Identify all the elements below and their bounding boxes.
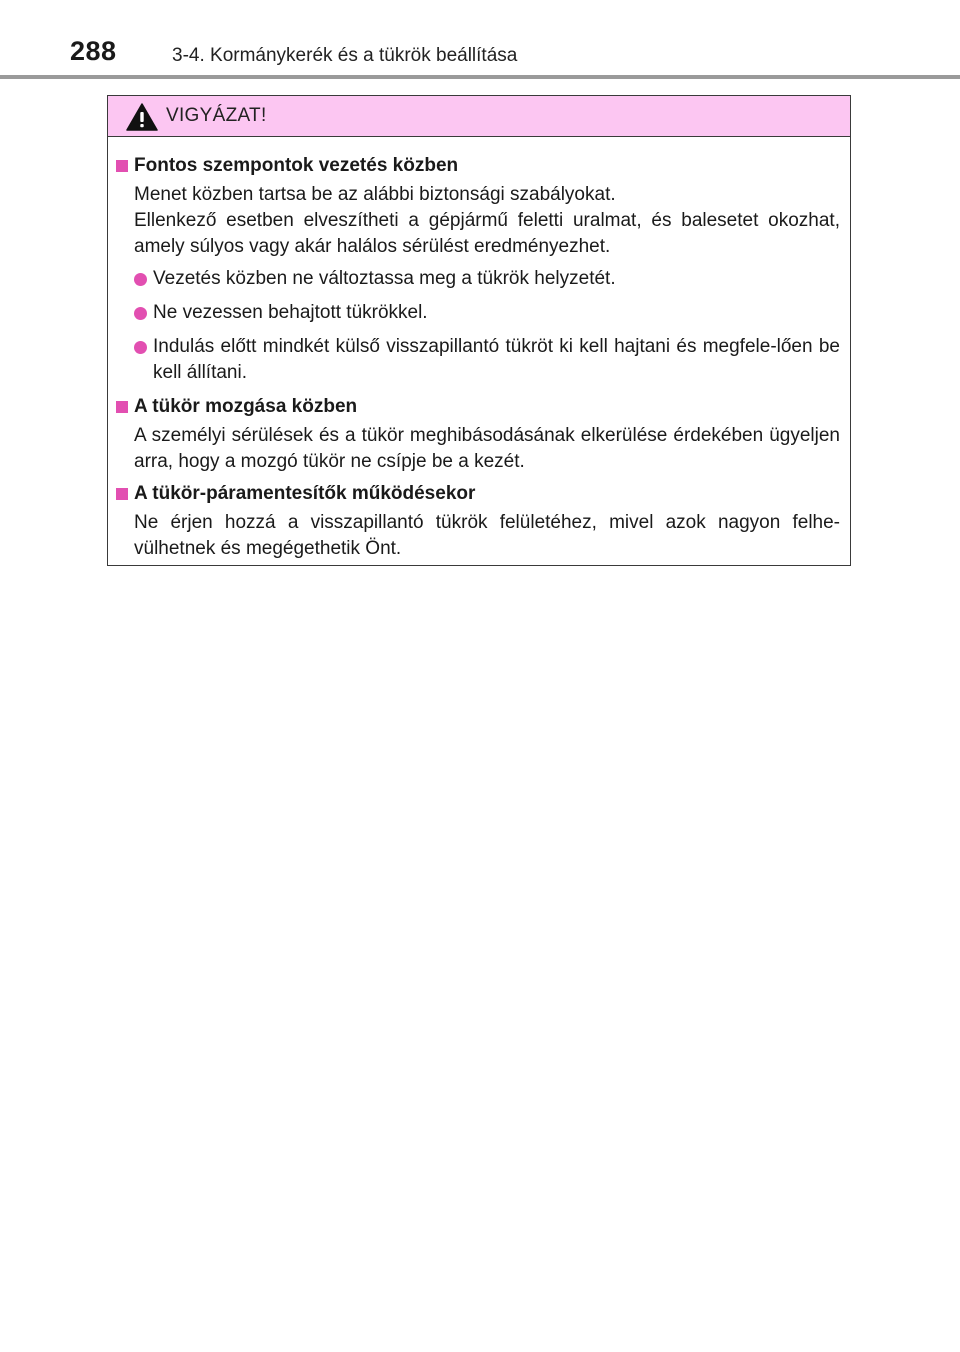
section-heading	[116, 394, 840, 420]
section-heading	[116, 153, 840, 179]
section-heading-text: A tükör mozgása közben	[134, 396, 358, 417]
bullet-list	[134, 266, 840, 386]
caution-box	[107, 95, 851, 566]
square-bullet-icon	[116, 160, 128, 172]
section-mirror-moving	[116, 394, 840, 475]
list-item	[134, 334, 840, 386]
dot-bullet-icon	[134, 341, 147, 354]
paragraph: Ellenkező esetben elveszítheti a gépjármű feletti uralmat, és balesetet okozhat, amely súlyos vagy akár halálos sérülést eredményezhet.	[134, 210, 840, 257]
caution-body	[108, 137, 850, 562]
list-item-text: Ne vezessen behajtott tükrökkel.	[153, 302, 428, 323]
paragraph: A személyi sérülések és a tükör meghibásodásának elkerülése érdekében ügyeljen arra, hogy a mozgó tükör ne csípje be a kezét.	[134, 425, 840, 472]
list-item	[134, 266, 840, 292]
list-item-text: Indulás előtt mindkét külső visszapillantó tükröt ki kell hajtani és megfele-lően be kell állítani.	[153, 336, 840, 383]
paragraph: Menet közben tartsa be az alábbi biztonsági szabályokat.	[134, 184, 616, 205]
square-bullet-icon	[116, 401, 128, 413]
dot-bullet-icon	[134, 273, 147, 286]
section-mirror-defogger	[116, 481, 840, 562]
section-heading-text: Fontos szempontok vezetés közben	[134, 155, 459, 176]
section-heading-text: A tükör-páramentesítők működésekor	[134, 483, 476, 504]
section-driving	[116, 153, 840, 386]
dot-bullet-icon	[134, 307, 147, 320]
warning-triangle-icon	[126, 103, 158, 131]
list-item	[134, 300, 840, 326]
page-number: 288	[70, 36, 117, 66]
caution-title: VIGYÁZAT!	[166, 105, 267, 126]
caution-header	[108, 96, 850, 137]
paragraph: Ne érjen hozzá a visszapillantó tükrök felületéhez, mivel azok nagyon felhe-vülhetnek és megégethetik Önt.	[134, 512, 840, 559]
square-bullet-icon	[116, 488, 128, 500]
header-rule	[0, 75, 960, 79]
section-title: 3-4. Kormánykerék és a tükrök beállítása	[172, 45, 518, 66]
section-heading	[116, 481, 840, 507]
list-item-text: Vezetés közben ne változtassa meg a tükrök helyzetét.	[153, 268, 616, 289]
